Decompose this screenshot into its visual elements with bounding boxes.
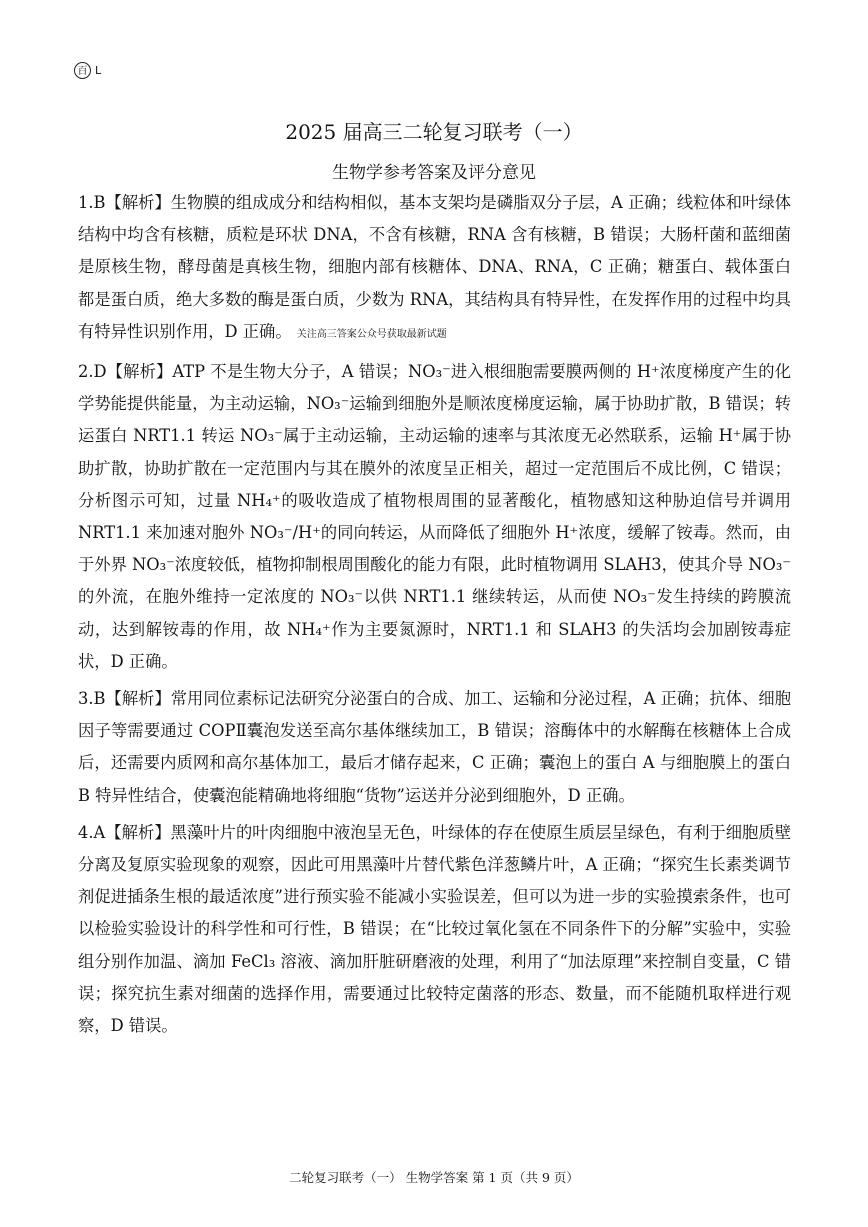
answer-item-1 (78, 187, 791, 351)
answer-text: 生物膜的组成成分和结构相似，基本支架均是磷脂双分子层，A 正确；线粒体和叶绿体结构中均含有核糖，质粒是环状 DNA，不含有核糖，RNA 含有核糖，B 错误；大肠杆菌和蓝细菌是原核生物，酵母菌是真核生物，细胞内部有核糖体、DNA、RNA，C 正确；糖蛋白、载体蛋白都是蛋白质，绝大多数的酶是蛋白质，少数为 RNA，其结构具有特异性，在发挥作用的过程中均具有特异性识别作用，D 正确。 (78, 193, 791, 341)
answer-body (78, 187, 791, 1047)
answer-label: 3.B【解析】 (78, 689, 171, 709)
logo-icon: 百 (74, 62, 91, 79)
publisher-logo (74, 62, 101, 79)
logo-mark: L (95, 64, 102, 77)
answer-label: 2.D【解析】 (78, 362, 173, 382)
page-footer: 二轮复习联考（一） 生物学答案 第 1 页（共 9 页） (289, 1170, 579, 1185)
answer-text: ATP 不是生物大分子，A 错误；NO₃⁻进入根细胞需要膜两侧的 H⁺浓度梯度产生的化学势能提供能量，为主动运输，NO₃⁻运输到细胞外是顺浓度梯度运输，属于协助扩散，B 错误；转运蛋白 NRT1.1 转运 NO₃⁻属于主动运输，主动运输的速率与其浓度无必然联系，运输 H⁺属于协助扩散，协助扩散在一定范围内与其在膜外的浓度呈正相关，超过一定范围后不成比例，C 错误；分析图示可知，过量 NH₄⁺的吸收造成了植物根周围的显著酸化，植物感知这种胁迫信号并调用 NRT1.1 来加速对胞外 NO₃⁻/H⁺的同向转运，从而降低了细胞外 H⁺浓度，缓解了铵毒。然而，由于外界 NO₃⁻浓度较低，植物抑制根周围酸化的能力有限，此时植物调用 SLAH3，使其介导 NO₃⁻的外流，在胞外维持一定浓度的 NO₃⁻以供 NRT1.1 继续转运，从而使 NO₃⁻发生持续的跨膜流动，达到解铵毒的作用，故 NH₄⁺作为主要氮源时，NRT1.1 和 SLAH3 的失活均会加剧铵毒症状，D 正确。 (78, 362, 791, 671)
answer-item-2 (78, 356, 791, 678)
answer-label: 1.B【解析】 (78, 193, 171, 212)
answer-label: 4.A【解析】 (78, 822, 171, 842)
answer-item-4 (78, 817, 791, 1042)
page-subtitle: 生物学参考答案及评分意见 (332, 163, 536, 183)
answer-text: 常用同位素标记法研究分泌蛋白的合成、加工、运输和分泌过程，A 正确；抗体、细胞因子等需要通过 COPⅡ囊泡发送至高尔基体继续加工，B 错误；溶酶体中的水解酶在核糖体上合成后，还需要内质网和高尔基体加工，最后才储存起来，C 正确；囊泡上的蛋白 A 与细胞膜上的蛋白 B 特异性结合，使囊泡能精确地将细胞“货物”运送并分泌到细胞外，D 正确。 (78, 689, 791, 805)
promo-note: 关注高三答案公众号获取最新试题 (296, 328, 447, 340)
answer-item-3 (78, 683, 791, 812)
answer-text: 黑藻叶片的叶肉细胞中液泡呈无色，叶绿体的存在使原生质层呈绿色，有利于细胞质壁分离及复原实验现象的观察，因此可用黑藻叶片替代紫色洋葱鳞片叶，A 正确；“探究生长素类调节剂促进插条生根的最适浓度”进行预实验不能减小实验误差，但可以为进一步的实验摸索条件，也可以检验实验设计的科学性和可行性，B 错误；在“比较过氧化氢在不同条件下的分解”实验中，实验组分别作加温、滴加 FeCl₃ 溶液、滴加肝脏研磨液的处理，利用了“加法原理”来控制自变量，C 错误；探究抗生素对细菌的选择作用，需要通过比较特定菌落的形态、数量，而不能随机取样进行观察，D 错误。 (78, 822, 791, 1036)
page-title: 2025 届高三二轮复习联考（一） (285, 120, 583, 144)
